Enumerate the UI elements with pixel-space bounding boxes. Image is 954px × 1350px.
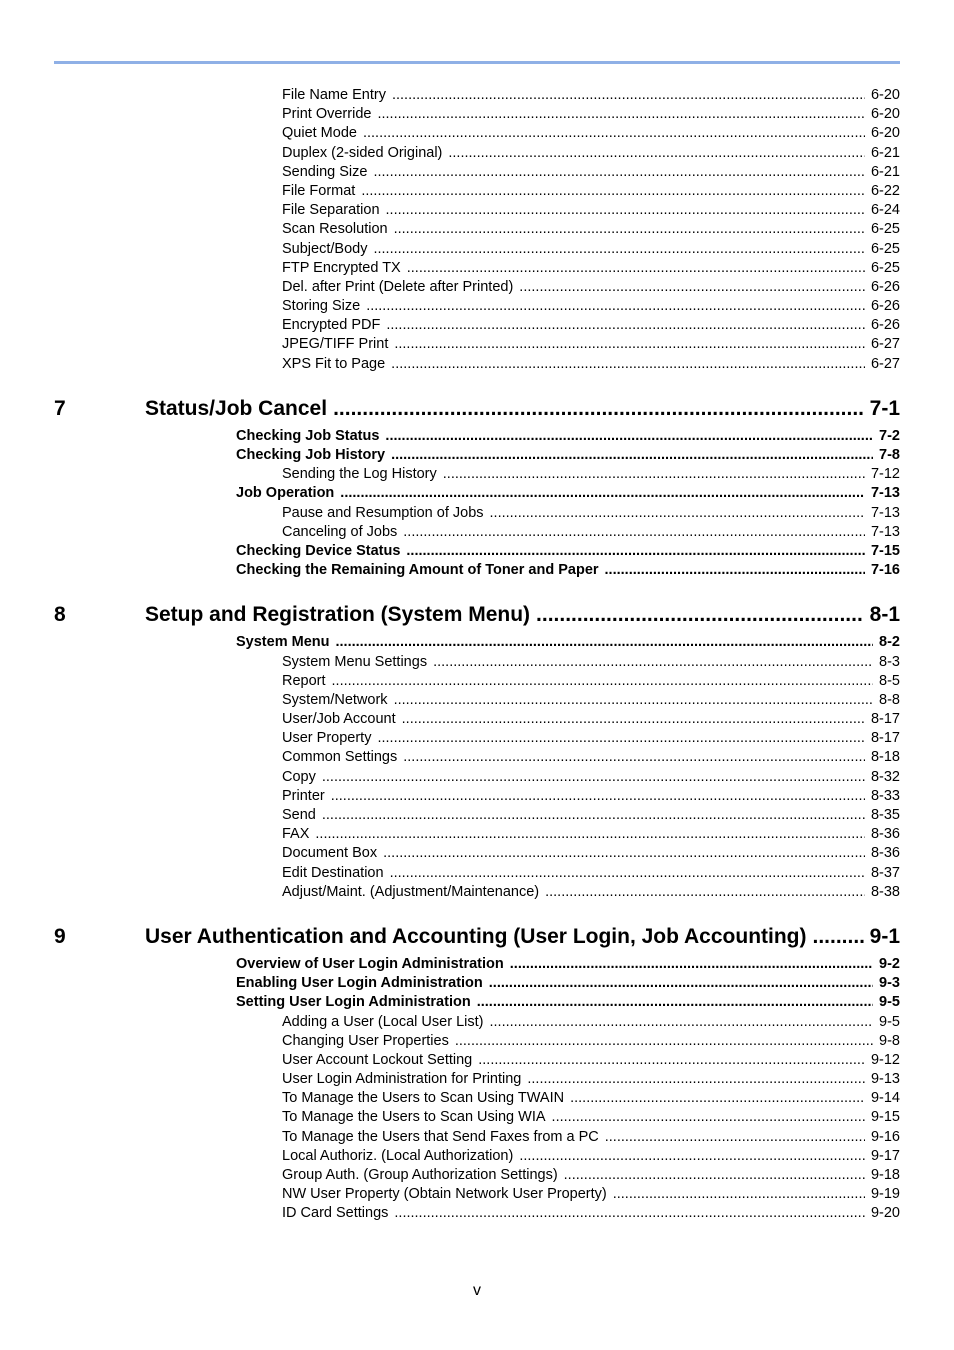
toc-section[interactable] [236,633,900,652]
toc-entry[interactable] [282,1032,900,1051]
entry-page: 8-17 [870,711,900,728]
toc-section[interactable] [236,993,900,1012]
entry-page: 8-37 [870,864,900,881]
dot-leader [536,601,864,629]
dot-leader [377,105,865,124]
entry-page: 6-20 [870,106,900,123]
entry-title: User Property [282,730,372,747]
toc-entry[interactable] [282,163,900,182]
entry-title: Copy [282,768,316,785]
toc-entry[interactable] [282,806,900,825]
toc-entry[interactable] [282,105,900,124]
entry-page: 9-20 [870,1205,900,1222]
entry-page: 9-15 [870,1109,900,1126]
toc-entry[interactable] [282,144,900,163]
dot-leader [406,542,865,561]
entry-title: Adjust/Maint. (Adjustment/Maintenance) [282,883,540,900]
toc-entry[interactable] [282,844,900,863]
toc-section[interactable] [236,446,900,465]
entry-title: To Manage the Users that Send Faxes from a PC [282,1128,599,1145]
toc-entry[interactable] [282,1108,900,1127]
table-of-contents [0,86,954,1224]
entry-page: 8-36 [870,826,900,843]
dot-leader [519,1147,865,1166]
toc-entry[interactable] [282,787,900,806]
toc-entry[interactable] [282,182,900,201]
toc-entry[interactable] [282,653,900,672]
toc-entry[interactable] [282,1147,900,1166]
header-rule [54,61,900,64]
entry-page: 7-1 [869,396,900,420]
dot-leader [613,1185,865,1204]
entry-page: 9-5 [879,994,900,1011]
entry-page: 9-18 [870,1167,900,1183]
entry-page: 6-26 [870,278,900,295]
dot-leader [340,484,865,503]
entry-title: Setting User Login Administration [236,994,471,1011]
dot-leader [335,633,873,652]
toc-entry[interactable] [282,710,900,729]
entry-title: Duplex (2-sided Original) [282,144,443,161]
entry-title: Send [282,807,316,823]
toc-entry[interactable] [282,768,900,787]
entry-page: 9-19 [870,1186,900,1203]
entry-title: Job Operation [236,485,335,502]
entry-title: Del. after Print (Delete after Printed) [282,278,514,295]
entry-title: NW User Property (Obtain Network User Property) [282,1186,607,1203]
dot-leader [331,787,865,806]
toc-chapter[interactable] [54,395,900,423]
dot-leader [570,1089,865,1108]
entry-page: 9-5 [879,1013,900,1030]
entry-page: 9-1 [869,924,900,948]
dot-leader [386,316,865,335]
toc-chapter[interactable] [54,601,900,629]
entry-page: 8-32 [870,768,900,785]
entry-title: Print Override [282,106,372,123]
entry-title: File Separation [282,202,380,219]
toc-section[interactable] [236,427,900,446]
toc-entry[interactable] [282,883,900,902]
entry-title: Checking Device Status [236,542,401,559]
chapter-number: 7 [54,396,66,420]
dot-leader [813,923,864,951]
entry-page: 8-36 [870,845,900,862]
entry-page: 8-17 [870,730,900,747]
entry-title: Adding a User (Local User List) [282,1013,484,1030]
entry-page: 9-8 [879,1032,900,1049]
dot-leader [510,955,873,974]
entry-page: 9-3 [879,975,900,992]
entry-title: Checking Job History [236,447,386,463]
entry-title: User Login Administration for Printing [282,1071,522,1088]
entry-page: 6-21 [870,144,900,161]
entry-page: 9-12 [870,1051,900,1068]
entry-title: Checking the Remaining Amount of Toner and Paper [236,562,599,579]
toc-entry[interactable] [282,504,900,523]
dot-leader [527,1070,865,1089]
dot-leader [377,729,865,748]
entry-page: 9-16 [870,1128,900,1145]
toc-entry[interactable] [282,691,900,710]
toc-entry[interactable] [282,748,900,767]
entry-page: 6-26 [870,317,900,334]
entry-page: 7-13 [870,485,900,502]
chapter-number: 8 [54,603,66,627]
toc-entry[interactable] [282,278,900,297]
entry-title: Overview of User Login Administration [236,955,504,972]
entry-page: 9-17 [870,1147,900,1164]
toc-entry[interactable] [282,201,900,220]
entry-title: System Menu [236,634,330,651]
entry-page: 8-1 [869,603,900,627]
dot-leader [455,1032,873,1051]
entry-title: System/Network [282,691,388,708]
dot-leader [373,163,865,182]
dot-leader [407,259,865,278]
toc-chapter[interactable] [54,923,900,951]
entry-title: JPEG/TIFF Print [282,336,389,353]
dot-leader [366,297,865,316]
entry-page: 7-13 [870,523,900,540]
dot-leader [394,1204,865,1223]
toc-entry[interactable] [282,335,900,354]
entry-title: Checking Job Status [236,427,380,444]
entry-page: 6-20 [870,125,900,142]
toc-entry[interactable] [282,1089,900,1108]
entry-page: 7-13 [870,504,900,521]
entry-page: 8-38 [870,883,900,900]
entry-title: Sending the Log History [282,466,437,483]
entry-title: Canceling of Jobs [282,523,398,540]
toc-section[interactable] [236,542,900,561]
entry-title: Scan Resolution [282,221,388,238]
toc-section[interactable] [236,484,900,503]
entry-page: 7-2 [879,427,900,444]
entry-title: User Authentication and Accounting (User Login, Job Accounting) [145,924,807,948]
entry-page: 8-3 [879,653,900,670]
dot-leader [545,883,865,902]
dot-leader [433,653,873,672]
entry-title: User Account Lockout Setting [282,1051,473,1068]
entry-title: Enabling User Login Administration [236,975,483,992]
dot-leader [477,993,873,1012]
dot-leader [373,240,865,259]
entry-title: To Manage the Users to Scan Using WIA [282,1109,546,1126]
dot-leader [394,691,873,710]
entry-page: 6-25 [870,221,900,238]
toc-entry[interactable] [282,240,900,259]
page-number: v [473,1282,481,1299]
entry-title: To Manage the Users to Scan Using TWAIN [282,1090,565,1107]
toc-entry[interactable] [282,259,900,278]
entry-page: 6-25 [870,259,900,276]
entry-page: 8-2 [879,634,900,651]
entry-title: Report [282,672,326,689]
entry-page: 9-2 [879,955,900,972]
dot-leader [519,278,865,297]
toc-entry[interactable] [282,523,900,542]
entry-page: 8-33 [870,787,900,804]
dot-leader [605,1128,865,1147]
dot-leader [322,806,865,825]
entry-title: Document Box [282,845,378,862]
toc-section[interactable] [236,955,900,974]
entry-page: 6-27 [870,336,900,353]
dot-leader [386,201,865,220]
entry-title: Local Authoriz. (Local Authorization) [282,1147,514,1164]
dot-leader [391,446,873,465]
toc-entry[interactable] [282,297,900,316]
dot-leader [448,144,865,163]
entry-page: 9-13 [870,1071,900,1088]
toc-entry[interactable] [282,1204,900,1223]
entry-page: 6-27 [870,355,900,372]
entry-page: 8-18 [870,749,900,766]
dot-leader [383,844,865,863]
entry-title: Pause and Resumption of Jobs [282,504,484,521]
dot-leader [363,124,865,143]
entry-page: 7-15 [870,542,900,559]
entry-title: Status/Job Cancel [145,396,328,420]
dot-leader [478,1051,865,1070]
entry-page: 8-8 [879,691,900,708]
dot-leader [490,504,865,523]
toc-entry[interactable] [282,355,900,374]
dot-leader [332,672,874,691]
entry-page: 6-22 [870,182,900,199]
entry-title: File Format [282,182,356,199]
dot-leader [443,465,865,484]
toc-section[interactable] [236,561,900,580]
toc-entry[interactable] [282,1128,900,1147]
entry-title: XPS Fit to Page [282,355,386,372]
dot-leader [605,561,865,580]
toc-entry[interactable] [282,316,900,335]
chapter-number: 9 [54,924,66,948]
toc-entry[interactable] [282,729,900,748]
entry-title: FAX [282,826,310,843]
entry-page: 6-21 [870,163,900,180]
dot-leader [489,974,873,993]
toc-entry[interactable] [282,825,900,844]
toc-entry[interactable] [282,864,900,883]
toc-section[interactable] [236,974,900,993]
entry-title: Sending Size [282,163,368,180]
toc-entry[interactable] [282,1013,900,1032]
dot-leader [385,427,873,446]
entry-title: FTP Encrypted TX [282,259,401,276]
dot-leader [392,86,865,105]
dot-leader [333,395,864,423]
entry-title: System Menu Settings [282,653,428,670]
entry-page: 6-24 [870,202,900,219]
entry-title: File Name Entry [282,87,386,103]
dot-leader [390,864,865,883]
dot-leader [402,710,865,729]
entry-page: 7-12 [870,466,900,483]
entry-title: Edit Destination [282,864,384,881]
toc-entry[interactable] [282,124,900,143]
entry-page: 6-25 [870,240,900,257]
dot-leader [322,768,865,787]
dot-leader [394,335,865,354]
toc-entry[interactable] [282,672,900,691]
dot-leader [403,748,865,767]
dot-leader [315,825,865,844]
toc-entry[interactable] [282,1185,900,1204]
dot-leader [564,1166,865,1185]
toc-entry[interactable] [282,1070,900,1089]
toc-entry[interactable] [282,1166,900,1185]
entry-page: 8-5 [879,672,900,689]
entry-title: Printer [282,787,325,804]
entry-title: Quiet Mode [282,125,357,142]
entry-page: 7-8 [879,447,900,463]
entry-title: Changing User Properties [282,1032,449,1049]
dot-leader [552,1108,865,1127]
dot-leader [394,220,865,239]
toc-entry[interactable] [282,220,900,239]
entry-title: Setup and Registration (System Menu) [145,603,531,627]
entry-title: Group Auth. (Group Authorization Settings) [282,1167,558,1183]
entry-title: Storing Size [282,298,361,315]
toc-entry[interactable] [282,1051,900,1070]
entry-page: 6-26 [870,298,900,315]
entry-page: 6-20 [870,87,900,103]
entry-title: Encrypted PDF [282,317,381,334]
dot-leader [391,355,865,374]
dot-leader [489,1013,873,1032]
entry-page: 8-35 [870,807,900,823]
entry-title: User/Job Account [282,711,396,728]
entry-page: 7-16 [870,562,900,579]
dot-leader [361,182,865,201]
entry-page: 9-14 [870,1090,900,1107]
entry-title: ID Card Settings [282,1205,389,1222]
entry-title: Subject/Body [282,240,368,257]
entry-title: Common Settings [282,749,398,766]
toc-entry[interactable] [282,86,900,105]
toc-entry[interactable] [282,465,900,484]
dot-leader [403,523,865,542]
